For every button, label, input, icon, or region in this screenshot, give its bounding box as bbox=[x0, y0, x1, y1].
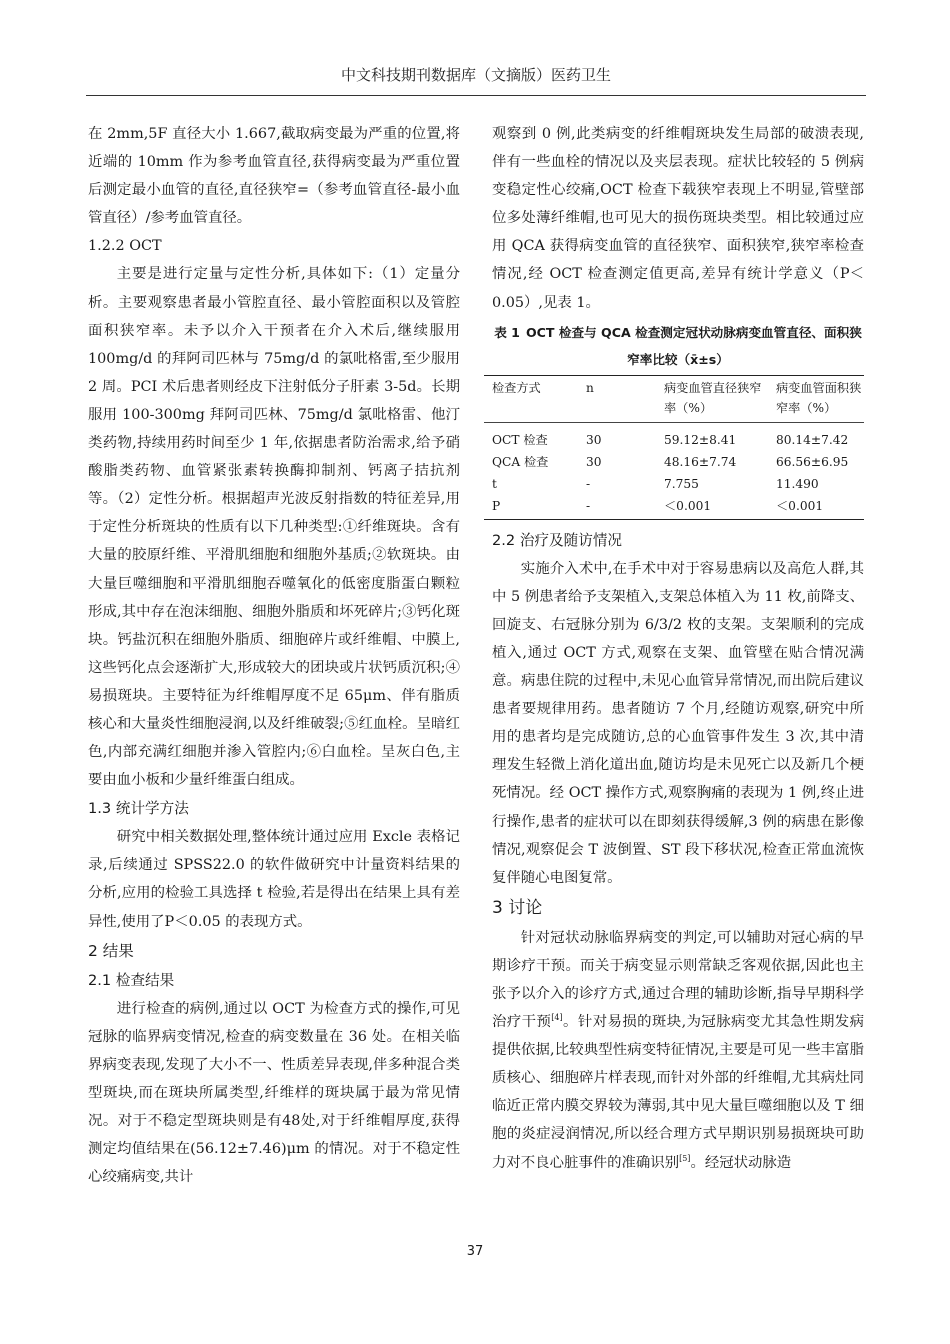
paragraph-exam-results-cont: 观察到 0 例,此类病变的纤维帽斑块发生局部的破溃表现,伴有一些血栓的情况以及夹层表现。症状比较轻的 5 例病变稳定性心绞痛,OCT 检查下载狭窄表现上不明显,管壁部位多处薄纤维帽,也可见大的损伤斑块类型。相比较通过应用 QCA 获得病变血管的直径狭窄、面积狭窄,狭窄率检查情况,经 OCT 检查测定值更高,差异有统计学意义（P＜0.05）,见表 1。 bbox=[492, 126, 864, 311]
paragraph-discussion bbox=[492, 924, 864, 1177]
table-cell: 30 bbox=[586, 454, 602, 469]
table-cell: 11.490 bbox=[776, 476, 819, 491]
table-header-cell: 检查方式 bbox=[492, 380, 541, 395]
section-heading-1-3: 1.3 统计学方法 bbox=[88, 800, 189, 818]
table-cell: 59.12±8.41 bbox=[664, 432, 737, 447]
table-cell: 7.755 bbox=[664, 476, 699, 491]
table-row bbox=[484, 451, 864, 473]
results-table bbox=[484, 375, 864, 520]
journal-header: 中文科技期刊数据库（文摘版）医药卫生 bbox=[340, 66, 611, 84]
section-heading-2-2: 2.2 治疗及随访情况 bbox=[492, 531, 623, 549]
page-number: 37 bbox=[466, 1244, 484, 1259]
section-heading-3: 3 讨论 bbox=[492, 897, 543, 918]
paragraph-exam-results: 进行检查的病例,通过以 OCT 为检查方式的操作,可见冠脉的临界病变情况,检查的病变数量在 36 处。在相关临界病变表现,发现了大小不一、性质差异表现,伴多种混合类型斑块,而在斑块所属类型,纤维样的斑块属于最为常见情况。对于不稳定型斑块则是有48处,对于纤维帽厚度,获得测定均值结果在(56.12±7.46)μm 的情况。对于不稳定性心绞痛病变,共计 bbox=[88, 1000, 460, 1186]
table-cell: 66.56±6.95 bbox=[776, 454, 849, 469]
table-header-cell: n bbox=[586, 380, 594, 395]
table-header-row bbox=[484, 375, 864, 422]
subsection-1-2-2: 1.2.2 OCT bbox=[88, 238, 162, 255]
table-cell: - bbox=[586, 476, 591, 491]
table-label: 表 1 bbox=[494, 324, 520, 340]
paragraph-statistics: 研究中相关数据处理,整体统计通过应用 Excle 表格记录,后续通过 SPSS22.0 的软件做研究中计量资料结果的分析,应用的检验工具选择 t 检验,若是得出在结果上具有差异性,使用了P＜0.05 的表现方式。 bbox=[88, 829, 460, 930]
table-row bbox=[484, 422, 864, 451]
discussion-text-a: 针对冠状动脉临界病变的判定,可以辅助对冠心病的早期诊疗干预。而关于病变显示则常缺乏客观依据,因此也主张予以介入的诊疗方式,通过合理的辅助诊断,指导早期科学治疗干预 bbox=[492, 929, 864, 1031]
table-cell: QCA 检查 bbox=[492, 454, 549, 469]
table-cell: OCT 检查 bbox=[492, 432, 548, 447]
left-column bbox=[88, 120, 460, 1191]
paragraph-diameter-stenosis: 在 2mm,5F 直径大小 1.667,截取病变最为严重的位置,将近端的 10mm 作为参考血管直径,获得病变最为严重位置后测定最小血管的直径,直径狭窄=（参考血管直径-最小血管直径）/参考血管直径。 bbox=[88, 126, 460, 227]
table-caption-text: OCT 检查与 QCA 检查测定冠状动脉病变血管直径、面积狭窄率比较（x̄±s） bbox=[525, 324, 862, 367]
discussion-text-b: 。针对易损的斑块,为冠脉病变尤其急性期发病提供依据,比较典型性病变特征情况,主要是可见一些丰富脂质核心、细胞碎片样表现,而针对外部的纤维帽,尤其病灶同临近正常内膜交界较为薄弱,其中见大量巨噬细胞以及 T 细胞的炎症浸润情况,所以经合理方式早期识别易损斑块可助力对不良心脏事件的准确识别 bbox=[492, 1014, 864, 1171]
table-header-cell: 病变血管直径狭窄率（%） bbox=[664, 380, 762, 415]
table-row bbox=[484, 495, 864, 520]
table-cell: P bbox=[492, 498, 501, 513]
section-heading-2: 2 结果 bbox=[88, 941, 134, 960]
discussion-text-c: 。经冠状动脉造 bbox=[690, 1154, 792, 1171]
table-cell: 30 bbox=[586, 432, 602, 447]
citation-4: [4] bbox=[551, 1013, 563, 1023]
header-rule bbox=[86, 95, 866, 96]
citation-5: [5] bbox=[679, 1153, 691, 1163]
table-cell: 80.14±7.42 bbox=[776, 432, 849, 447]
table-cell: 48.16±7.74 bbox=[664, 454, 737, 469]
section-heading-2-1: 2.1 检查结果 bbox=[88, 971, 175, 989]
table-cell: ＜0.001 bbox=[776, 498, 824, 513]
table-cell: - bbox=[586, 498, 591, 513]
table-header-cell: 病变血管面积狭窄率（%） bbox=[776, 380, 862, 415]
paragraph-treatment-followup: 实施介入术中,在手术中对于容易患病以及高危人群,其中 5 例患者给予支架植入,支架总体植入为 11 枚,前降支、回旋支、右冠脉分别为 6/3/2 枚的支架。支架顺利的完成植入,通过 OCT 方式,观察在支架、血管壁在贴合情况满意。病患住院的过程中,未见心血管异常情况,而出院后建议患者要规律用药。患者随访 7 个月,经随访观察,研究中所用的患者均是完成随访,总的心血管事件发生 3 次,其中清理发生轻微上消化道出血,随访均是未见死亡以及新几个梗死情况。经 OCT 操作方式,观察胸痛的表现为 1 例,终止进行操作,患者的症状可以在即刻获得缓解,3 例的病患在影像情况,观察促会 T 波倒置、ST 段下移状况,检查正常血流恢复伴随心电图复常。 bbox=[492, 560, 864, 886]
right-column bbox=[492, 120, 864, 1177]
table-cell: t bbox=[492, 476, 497, 491]
table-row bbox=[484, 473, 864, 495]
table-caption bbox=[492, 319, 864, 373]
table-cell: ＜0.001 bbox=[664, 498, 712, 513]
paragraph-oct-analysis: 主要是进行定量与定性分析,具体如下:（1）定量分析。主要观察患者最小管腔直径、最小管腔面积以及管腔面积狭窄率。未予以介入干预者在介入术后,继续服用 100mg/d 的拜阿司匹林与 75mg/d 的氯吡格雷,至少服用 2 周。PCI 术后患者则经皮下注射低分子肝素 3-5d。长期服用 100-300mg 拜阿司匹林、75mg/d 氯吡格雷、他汀类药物,持续用药时间至少 1 年,依据患者防治需求,给予硝酸脂类药物、血管紧张素转换酶抑制剂、钙离子拮抗剂等。（2）定性分析。根据超声光波反射指数的特征差异,用于定性分析斑块的性质有以下几种类型:①纤维斑块。含有大量的胶原纤维、平滑肌细胞和细胞外基质;②软斑块。由大量巨噬细胞和平滑肌细胞吞噬氧化的低密度脂蛋白颗粒形成,其中存在泡沫细胞、细胞外脂质和坏死碎片;③钙化斑块。钙盐沉积在细胞外脂质、细胞碎片或纤维帽、中膜上,这些钙化点会逐渐扩大,形成较大的团块或片状钙质沉积;④易损斑块。主要特征为纤维帽厚度不足 65μm、伴有脂质核心和大量炎性细胞浸润,以及纤维破裂;⑤红血栓。呈暗红色,内部充满红细胞并渗入管腔内;⑥白血栓。呈灰白色,主要由血小板和少量纤维蛋白组成。 bbox=[88, 266, 460, 789]
